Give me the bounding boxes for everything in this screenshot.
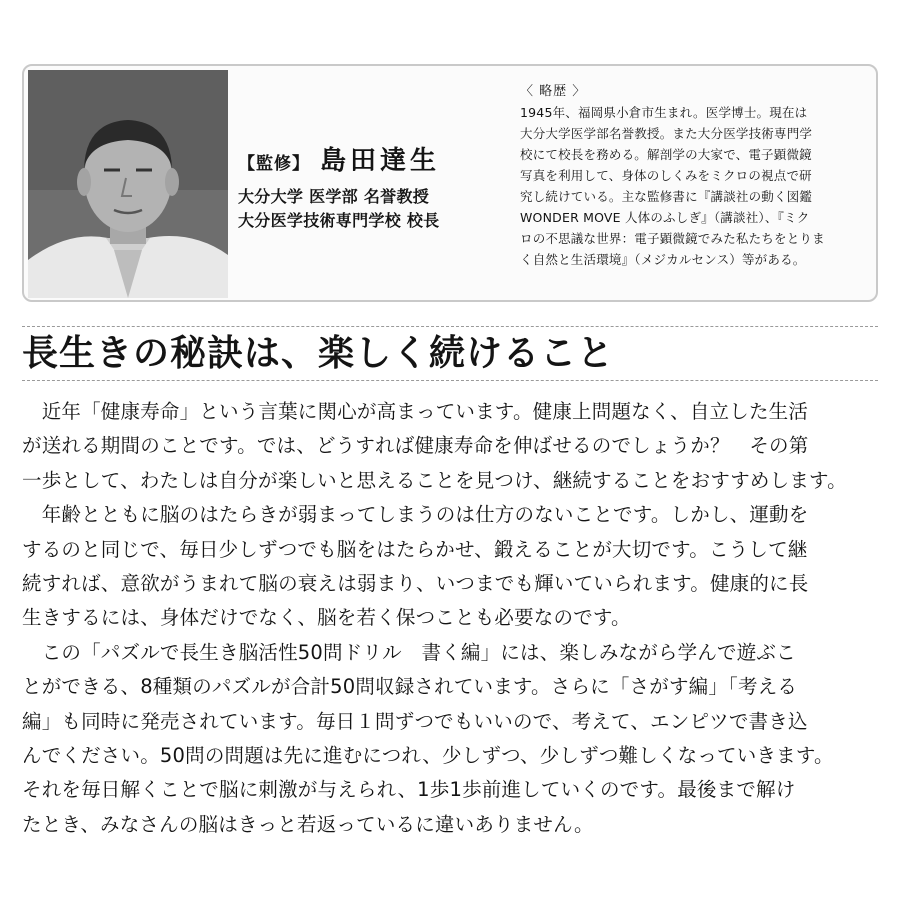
body-line: するのと同じで、毎日少しずつでも脳をはたらかせ、鍛えることが大切です。こうして継 [22, 537, 808, 561]
profile-box [22, 64, 878, 302]
career-text [520, 102, 860, 270]
affiliation-1: 大分大学 医学部 名誉教授 [238, 187, 430, 206]
body-line: 生きするには、身体だけでなく、脳を若く保つことも必要なのです。 [22, 606, 631, 630]
body-line: とができる、8種類のパズルが合計50問収録されています。さらに「さがす編」「考える [22, 675, 798, 699]
supervisor-heading [238, 138, 440, 178]
supervisor-photo [28, 70, 228, 298]
body-line: 編」も同時に発売されています。毎日１問ずつでもいいので、考えて、エンピツで書き込 [22, 709, 808, 733]
career-line: 1945年、福岡県小倉市生まれ。医学博士。現在は [520, 105, 808, 120]
body-text [22, 395, 882, 842]
career-line: WONDER MOVE 人体のふしぎ』（講談社）、『ミク [520, 210, 810, 225]
page-headline: 長生きの秘訣は、楽しく続けること [22, 333, 615, 374]
body-line: 年齢とともに脳のはたらきが弱まってしまうのは仕方のないことです。しかし、運動を [22, 503, 809, 527]
career-line: 究し続けている。主な監修書に『講談社の動く図鑑 [520, 189, 813, 204]
divider-top [22, 326, 878, 327]
body-line: たとき、みなさんの脳はきっと若返っているに違いありません。 [22, 812, 594, 836]
divider-bottom [22, 380, 878, 381]
career-line: 校にて校長を務める。解剖学の大家で、電子顕微鏡 [520, 147, 812, 162]
body-line: が送れる期間のことです。では、どうすれば健康寿命を伸ばせるのでしょうか？ その第 [22, 434, 809, 458]
career-heading: 〈 略歴 〉 [520, 84, 587, 99]
career-line: 大分大学医学部名誉教授。また大分医学技術専門学 [520, 126, 813, 141]
affiliation-2: 大分医学技術専門学校 校長 [238, 211, 440, 230]
body-line: 一歩として、わたしは自分が楽しいと思えることを見つけ、継続することをおすすめします。 [22, 468, 847, 492]
role-tag: 【監修】 [238, 153, 310, 174]
career-line: ロの不思議な世界：電子顕微鏡でみた私たちをとりま [520, 231, 825, 246]
supervisor-name: 島田達生 [320, 145, 441, 176]
body-line: 近年「健康寿命」という言葉に関心が高まっています。健康上問題なく、自立した生活 [22, 400, 809, 423]
body-line: んでください。50問の問題は先に進むにつれ、少しずつ、少しずつ難しくなっていきます。 [22, 743, 834, 767]
body-line: それを毎日解くことで脳に刺激が与えられ、1歩1歩前進していくのです。最後まで解け [22, 778, 796, 802]
body-line: 続すれば、意欲がうまれて脳の衰えは弱まり、いつまでも輝いていられます。健康的に長 [22, 571, 809, 595]
career-line: 写真を利用して、身体のしくみをミクロの視点で研 [520, 168, 812, 183]
body-line: この「パズルで長生き脳活性50問ドリル 書く編」には、楽しみながら学んで遊ぶこ [22, 640, 796, 664]
career-line: く自然と生活環境』（メジカルセンス）等がある。 [520, 252, 806, 267]
